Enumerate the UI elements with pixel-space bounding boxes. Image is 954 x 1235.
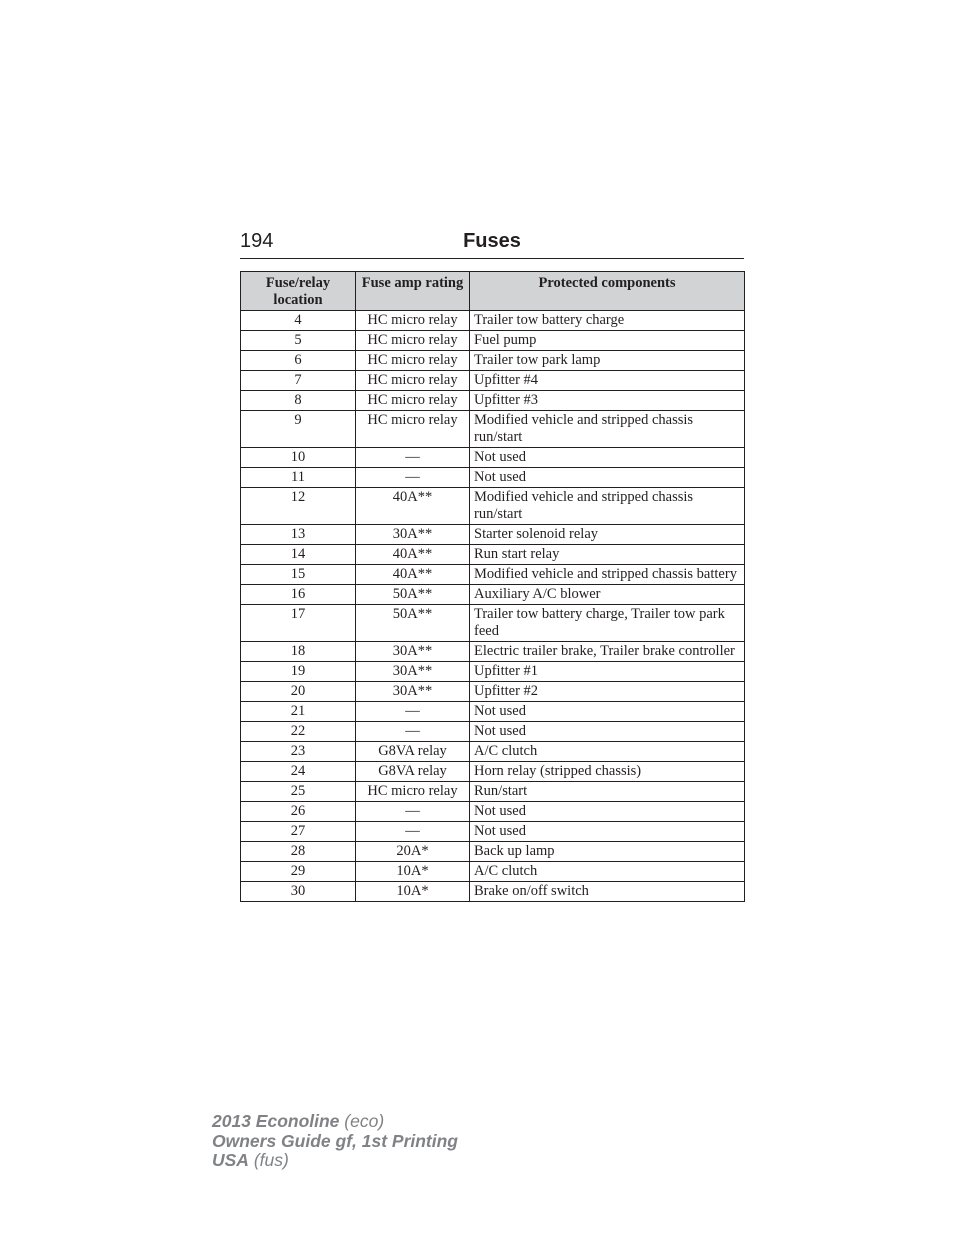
cell-location: 4 [241,311,356,331]
cell-rating: — [356,468,470,488]
cell-component: Fuel pump [470,331,745,351]
footer-market-code: (fus) [253,1150,289,1170]
table-row [241,862,745,882]
table-row [241,351,745,371]
cell-component: Modified vehicle and stripped chassis run/start [470,488,745,525]
table-row [241,565,745,585]
page-number: 194 [240,230,274,252]
cell-location: 18 [241,642,356,662]
cell-location: 24 [241,762,356,782]
section-title: Fuses [463,230,521,252]
cell-location: 30 [241,882,356,902]
cell-rating: 30A** [356,642,470,662]
footer-model-code: (eco) [344,1111,385,1131]
cell-component: Not used [470,822,745,842]
cell-location: 6 [241,351,356,371]
column-header-location: Fuse/relay location [241,272,356,311]
cell-location: 17 [241,605,356,642]
cell-component: Modified vehicle and stripped chassis battery [470,565,745,585]
fuse-table [240,271,745,902]
table-row [241,882,745,902]
cell-component: Electric trailer brake, Trailer brake controller [470,642,745,662]
cell-component: A/C clutch [470,862,745,882]
cell-component: Modified vehicle and stripped chassis run/start [470,411,745,448]
cell-location: 9 [241,411,356,448]
cell-component: Trailer tow park lamp [470,351,745,371]
cell-rating: HC micro relay [356,371,470,391]
cell-location: 5 [241,331,356,351]
cell-component: Not used [470,722,745,742]
cell-location: 7 [241,371,356,391]
cell-location: 14 [241,545,356,565]
footer [212,1112,458,1171]
cell-rating: 20A* [356,842,470,862]
cell-rating: G8VA relay [356,762,470,782]
cell-component: Upfitter #1 [470,662,745,682]
cell-component: Brake on/off switch [470,882,745,902]
cell-location: 10 [241,448,356,468]
cell-rating: 40A** [356,545,470,565]
cell-location: 21 [241,702,356,722]
cell-rating: HC micro relay [356,311,470,331]
cell-location: 27 [241,822,356,842]
cell-rating: 10A* [356,882,470,902]
cell-location: 8 [241,391,356,411]
table-row [241,371,745,391]
table-row [241,331,745,351]
cell-component: Upfitter #2 [470,682,745,702]
cell-rating: — [356,702,470,722]
table-row [241,682,745,702]
cell-location: 26 [241,802,356,822]
table-header-row [241,272,745,311]
table-row [241,722,745,742]
cell-rating: 30A** [356,525,470,545]
cell-location: 23 [241,742,356,762]
cell-rating: 50A** [356,585,470,605]
table-row [241,822,745,842]
cell-component: Run start relay [470,545,745,565]
table-row [241,762,745,782]
cell-component: Trailer tow battery charge [470,311,745,331]
table-row [241,468,745,488]
cell-rating: — [356,802,470,822]
column-header-rating: Fuse amp rating [356,272,470,311]
cell-rating: HC micro relay [356,411,470,448]
cell-location: 19 [241,662,356,682]
cell-rating: 10A* [356,862,470,882]
column-header-components: Protected components [470,272,745,311]
table-row [241,842,745,862]
table-row [241,545,745,565]
cell-component: A/C clutch [470,742,745,762]
cell-rating: — [356,722,470,742]
cell-rating: 30A** [356,682,470,702]
page-header [240,228,744,259]
footer-line-1 [212,1112,458,1132]
cell-location: 15 [241,565,356,585]
cell-location: 13 [241,525,356,545]
cell-rating: G8VA relay [356,742,470,762]
footer-line-2 [212,1132,458,1152]
table-row [241,742,745,762]
cell-location: 16 [241,585,356,605]
table-row [241,411,745,448]
cell-rating: 30A** [356,662,470,682]
table-row [241,391,745,411]
cell-component: Back up lamp [470,842,745,862]
footer-line-3 [212,1151,458,1171]
table-row [241,311,745,331]
footer-market: USA [212,1150,249,1170]
cell-rating: 40A** [356,488,470,525]
cell-location: 28 [241,842,356,862]
cell-component: Horn relay (stripped chassis) [470,762,745,782]
cell-rating: 50A** [356,605,470,642]
cell-component: Not used [470,468,745,488]
table-row [241,488,745,525]
table-row [241,782,745,802]
cell-location: 25 [241,782,356,802]
cell-rating: HC micro relay [356,391,470,411]
cell-component: Starter solenoid relay [470,525,745,545]
table-row [241,802,745,822]
cell-component: Not used [470,702,745,722]
cell-component: Upfitter #4 [470,371,745,391]
cell-rating: — [356,448,470,468]
footer-printing: Owners Guide gf, 1st Printing [212,1130,458,1151]
cell-component: Trailer tow battery charge, Trailer tow park feed [470,605,745,642]
table-row [241,448,745,468]
table-row [241,525,745,545]
cell-location: 29 [241,862,356,882]
cell-component: Not used [470,802,745,822]
cell-location: 12 [241,488,356,525]
cell-location: 20 [241,682,356,702]
footer-model: 2013 Econoline [212,1111,340,1131]
cell-location: 11 [241,468,356,488]
table-row [241,642,745,662]
table-row [241,702,745,722]
table-body [241,311,745,902]
cell-rating: — [356,822,470,842]
table-row [241,605,745,642]
table-row [241,585,745,605]
cell-location: 22 [241,722,356,742]
table-row [241,662,745,682]
cell-component: Not used [470,448,745,468]
cell-component: Run/start [470,782,745,802]
cell-component: Auxiliary A/C blower [470,585,745,605]
cell-rating: HC micro relay [356,782,470,802]
cell-rating: HC micro relay [356,351,470,371]
cell-rating: 40A** [356,565,470,585]
cell-rating: HC micro relay [356,331,470,351]
cell-component: Upfitter #3 [470,391,745,411]
